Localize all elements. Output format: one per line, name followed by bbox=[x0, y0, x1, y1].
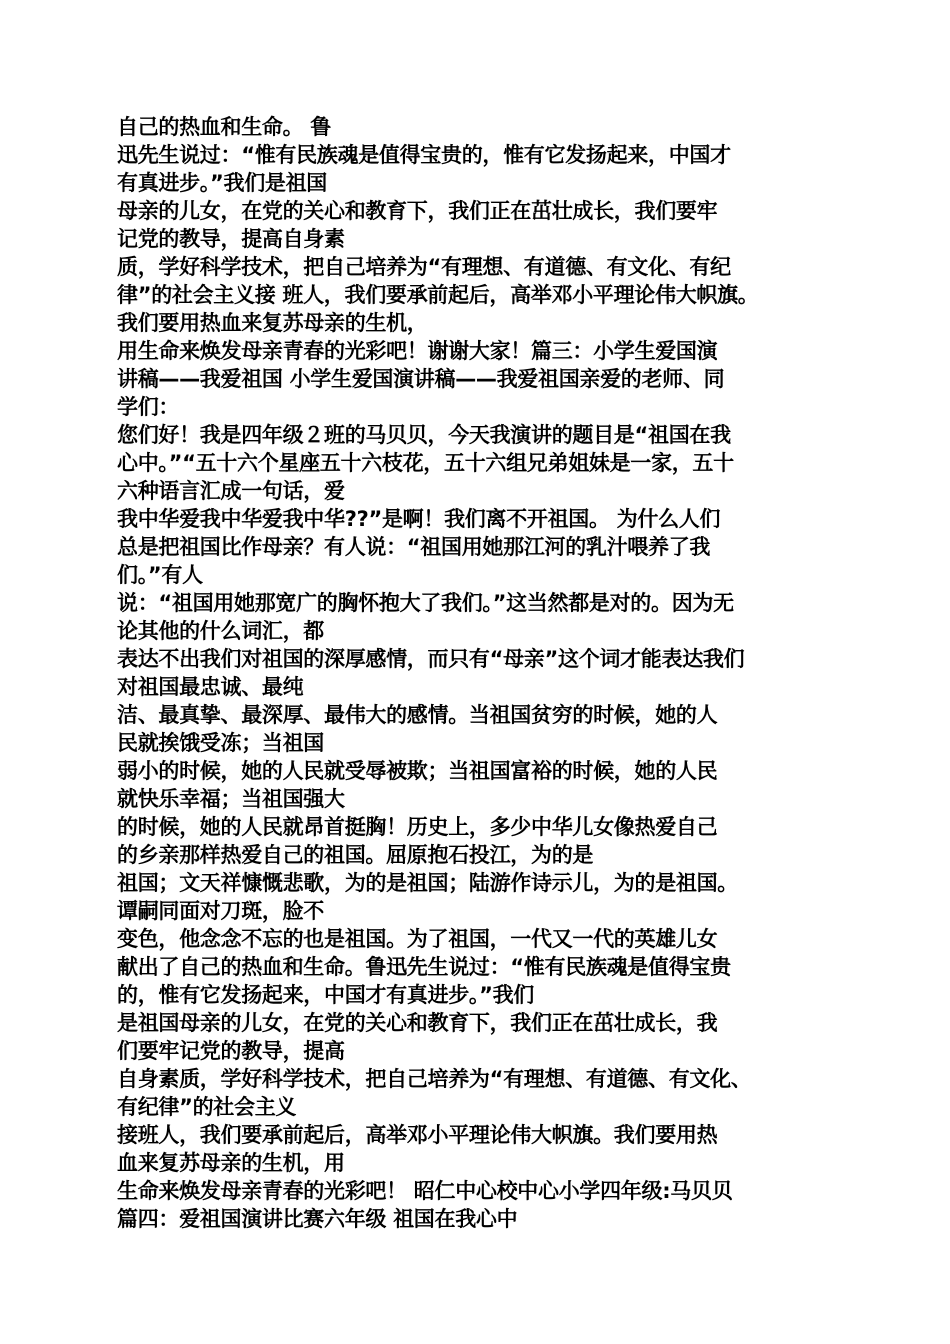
text-line: 我中华爱我中华爱我中华??”是啊！我们离不开祖国。 为什么人们 bbox=[117, 507, 721, 531]
text-line: 总是把祖国比作母亲？有人说：“祖国用她那江河的乳汁喂养了我 bbox=[117, 535, 711, 559]
text-line: 的时候，她的人民就昂首挺胸！历史上，多少中华儿女像热爱自己 bbox=[117, 815, 718, 839]
text-line: 献出了自己的热血和生命。鲁迅先生说过：“惟有民族魂是值得宝贵 bbox=[117, 955, 731, 979]
text-line: 生命来焕发母亲青春的光彩吧！ 昭仁中心校中心小学四年级:马贝贝 bbox=[117, 1179, 733, 1203]
text-line: 母亲的儿女，在党的关心和教育下，我们正在茁壮成长，我们要牢 bbox=[117, 199, 718, 223]
text-line: 质，学好科学技术，把自己培养为“有理想、有道德、有文化、有纪 bbox=[117, 255, 731, 279]
text-line: 变色，他念念不忘的也是祖国。为了祖国，一代又一代的英雄儿女 bbox=[117, 927, 718, 951]
text-line: 们。”有人 bbox=[117, 563, 203, 587]
text-line: 对祖国最忠诚、最纯 bbox=[117, 675, 304, 699]
text-line: 接班人，我们要承前起后，高举邓小平理论伟大帜旗。我们要用热 bbox=[117, 1123, 718, 1147]
text-line: 心中。”“五十六个星座五十六枝花，五十六组兄弟姐妹是一家，五十 bbox=[117, 451, 734, 475]
text-line: 谭嗣同面对刀斑，脸不 bbox=[117, 899, 324, 923]
text-line: 迅先生说过：“惟有民族魂是值得宝贵的，惟有它发扬起来，中国才 bbox=[117, 143, 731, 167]
text-line: 论其他的什么词汇，都 bbox=[117, 619, 324, 643]
text-line: 学们： bbox=[117, 395, 180, 419]
text-line: 有真进步。”我们是祖国 bbox=[117, 171, 328, 195]
text-line: 弱小的时候，她的人民就受辱被欺；当祖国富裕的时候，她的人民 bbox=[117, 759, 718, 783]
text-line: 律”的社会主义接 班人，我们要承前起后，高举邓小平理论伟大帜旗。 bbox=[117, 283, 759, 307]
text-line: 血来复苏母亲的生机，用 bbox=[117, 1151, 345, 1175]
speech-text bbox=[117, 113, 837, 1233]
text-line: 记党的教导，提高自身素 bbox=[117, 227, 345, 251]
text-line: 们要牢记党的教导，提高 bbox=[117, 1039, 345, 1063]
text-line: 自身素质，学好科学技术，把自己培养为“有理想、有道德、有文化、 bbox=[117, 1067, 752, 1091]
text-line: 民就挨饿受冻；当祖国 bbox=[117, 731, 324, 755]
text-line: 用生命来焕发母亲青春的光彩吧！谢谢大家！篇三：小学生爱国演 bbox=[117, 339, 718, 363]
text-line: 自己的热血和生命。 鲁 bbox=[117, 115, 332, 139]
text-line: 祖国；文天祥慷慨悲歌，为的是祖国；陆游作诗示儿，为的是祖国。 bbox=[117, 871, 738, 895]
text-line: 表达不出我们对祖国的深厚感情，而只有“母亲”这个词才能表达我们 bbox=[117, 647, 745, 671]
text-line: 我们要用热血来复苏母亲的生机， bbox=[117, 311, 428, 335]
text-line: 就快乐幸福；当祖国强大 bbox=[117, 787, 345, 811]
text-line: 的乡亲那样热爱自己的祖国。屈原抱石投江，为的是 bbox=[117, 843, 594, 867]
text-line: 六种语言汇成一句话，爱 bbox=[117, 479, 345, 503]
text-line: 洁、最真挚、最深厚、最伟大的感情。当祖国贫穷的时候，她的人 bbox=[117, 703, 718, 727]
text-line: 篇四：爱祖国演讲比赛六年级 祖国在我心中 bbox=[117, 1207, 518, 1231]
text-line: 有纪律”的社会主义 bbox=[117, 1095, 297, 1119]
text-line: 讲稿——我爱祖国 小学生爱国演讲稿——我爱祖国亲爱的老师、同 bbox=[117, 367, 725, 391]
text-line: 的，惟有它发扬起来，中国才有真进步。”我们 bbox=[117, 983, 535, 1007]
text-line: 说：“祖国用她那宽广的胸怀抱大了我们。”这当然都是对的。因为无 bbox=[117, 591, 734, 615]
text-line: 您们好！我是四年级２班的马贝贝，今天我演讲的题目是“祖国在我 bbox=[117, 423, 731, 447]
text-line: 是祖国母亲的儿女，在党的关心和教育下，我们正在茁壮成长，我 bbox=[117, 1011, 718, 1035]
